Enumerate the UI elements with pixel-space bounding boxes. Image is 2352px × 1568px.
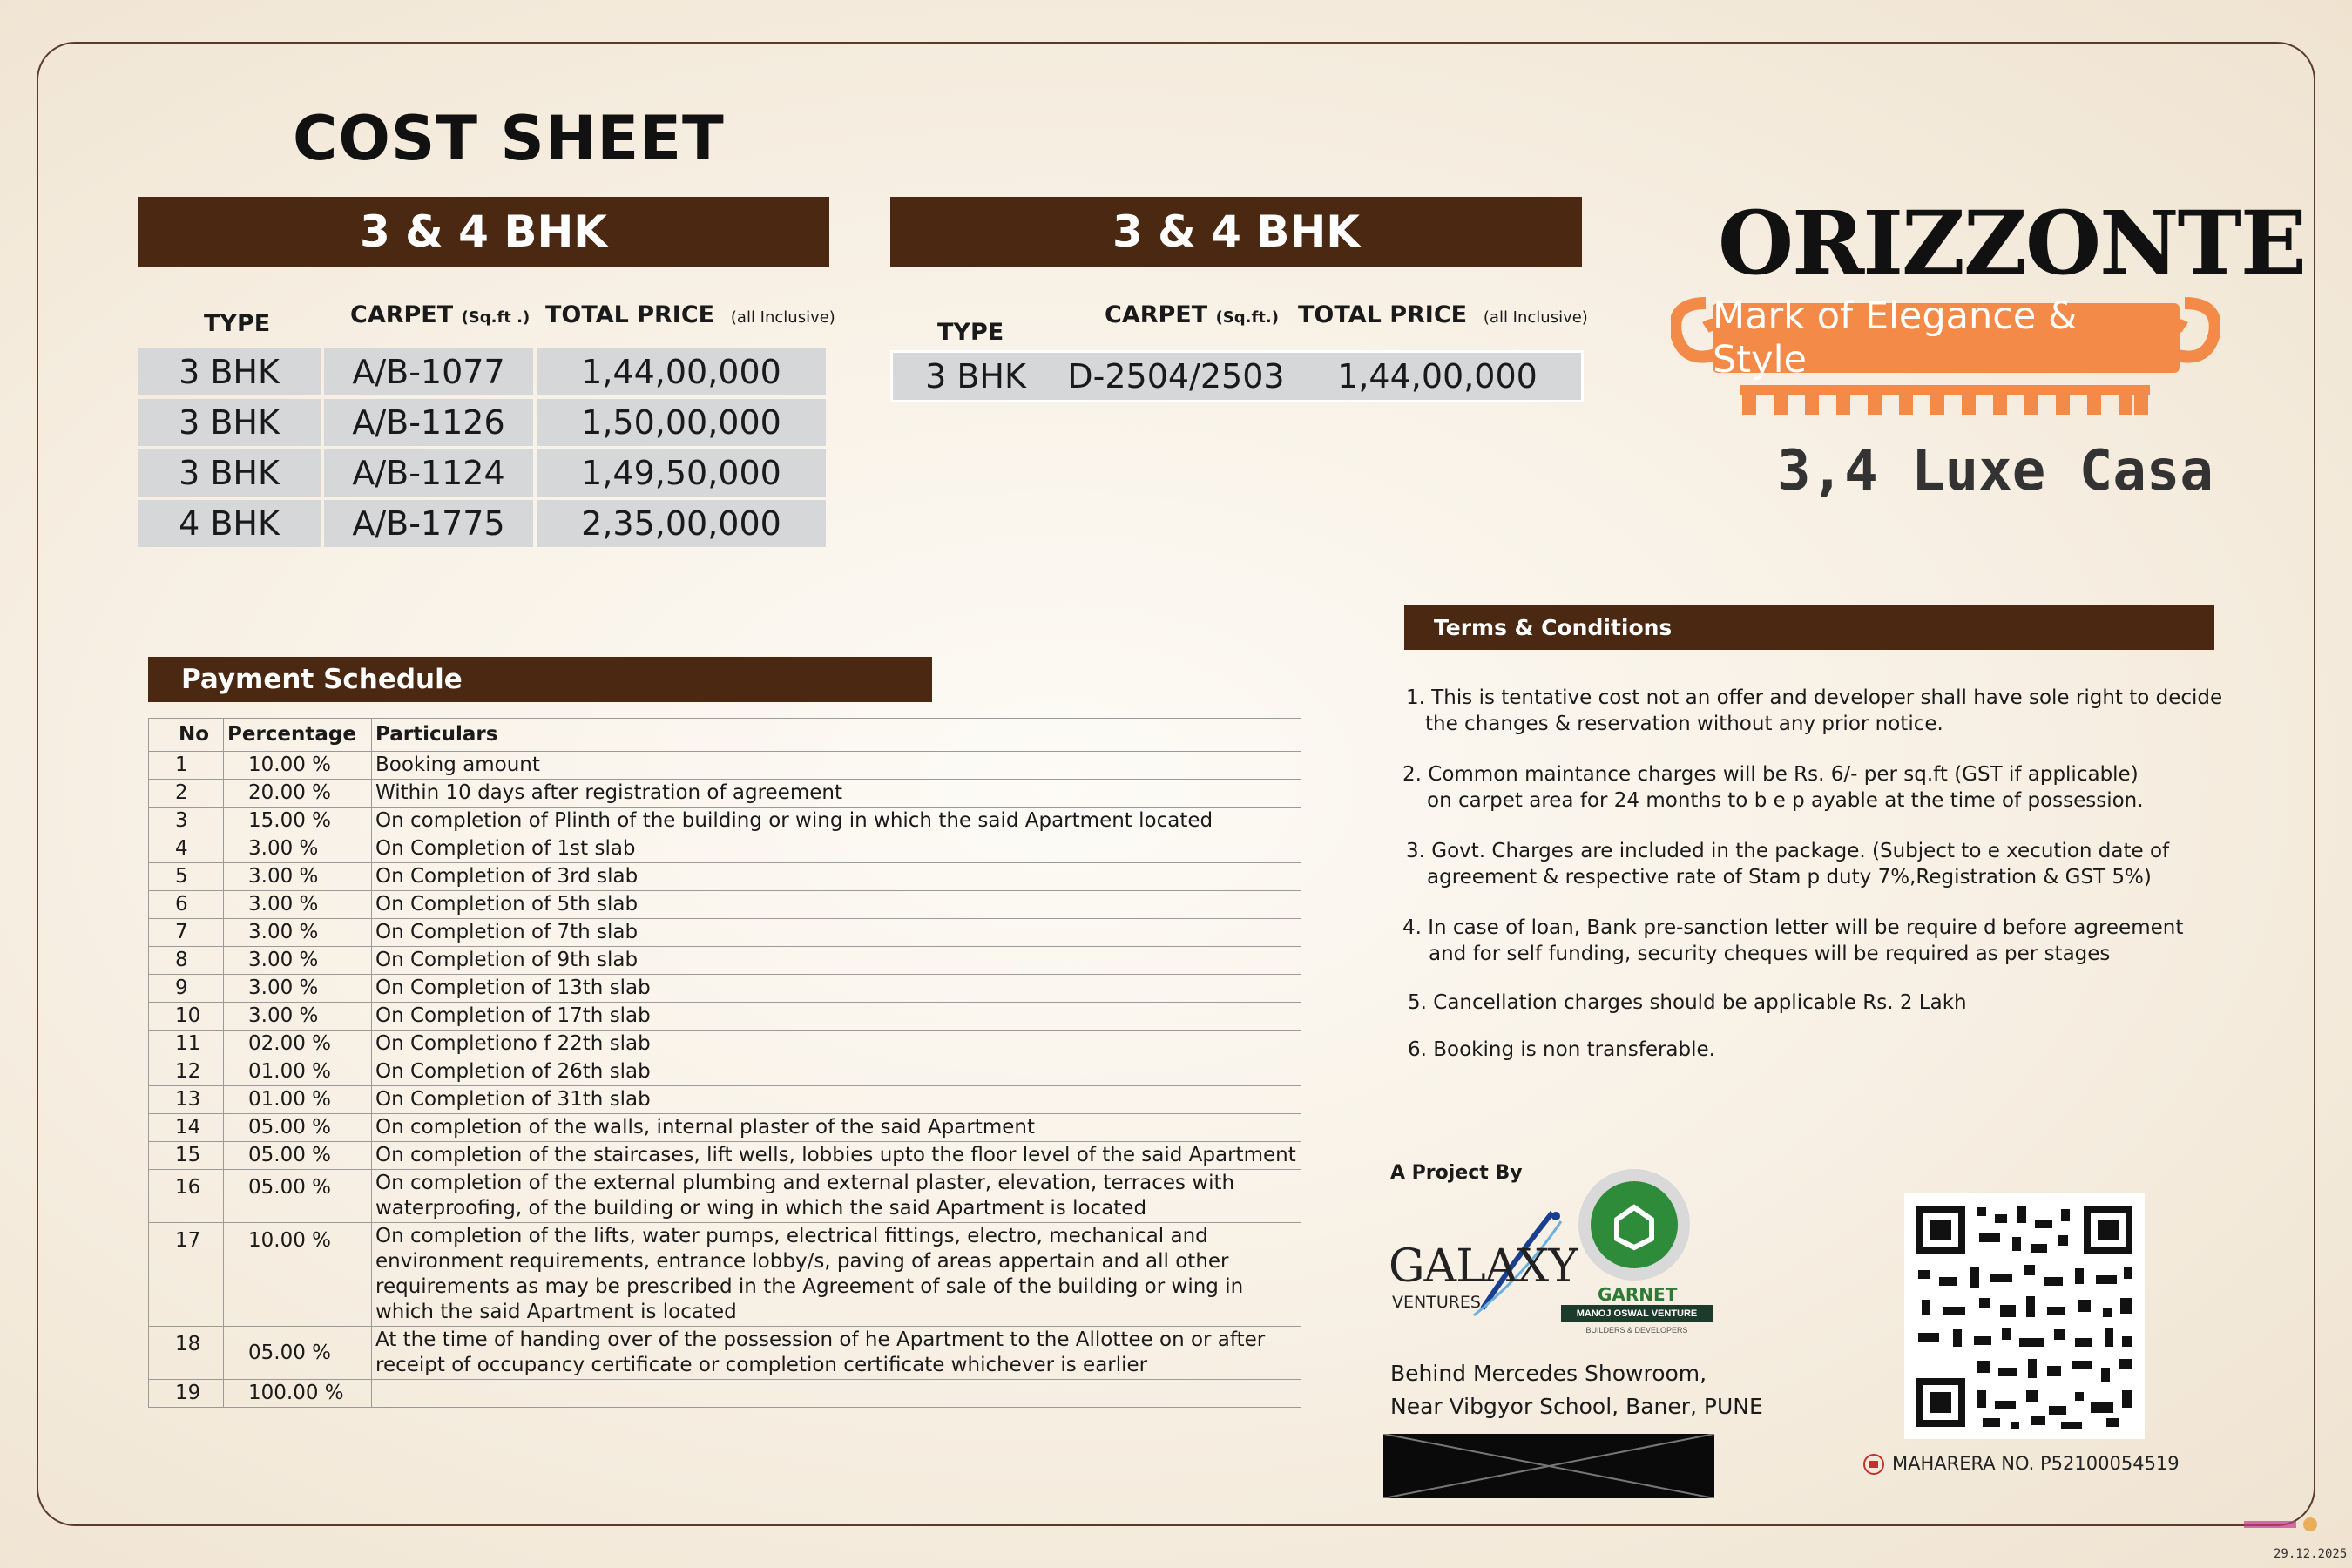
col-percentage: Percentage xyxy=(224,719,372,752)
payment-schedule-header: Payment Schedule xyxy=(148,657,932,702)
row-text: On Completion of 7th slab xyxy=(372,919,1301,947)
terms-line: 4. In case of loan, Bank pre-sanction letter will be require d before agreement xyxy=(1402,916,2184,939)
table-row xyxy=(890,350,1584,402)
row-no: 17 xyxy=(149,1223,224,1327)
table-row xyxy=(138,399,829,446)
cell-price: 2,35,00,000 xyxy=(537,500,826,547)
row-no: 10 xyxy=(149,1003,224,1031)
table-row xyxy=(149,863,1301,891)
row-no: 3 xyxy=(149,808,224,835)
terms-line: 3. Govt. Charges are included in the package. (Subject to e xecution date of xyxy=(1406,840,2170,862)
terms-item xyxy=(1408,1037,1715,1063)
terms-item xyxy=(1408,990,1967,1016)
row-pct: 05.00 % xyxy=(224,1170,372,1223)
table-row xyxy=(149,752,1301,780)
row-no: 16 xyxy=(149,1170,224,1223)
brand-tagline: Mark of Elegance & Style xyxy=(1713,303,2180,373)
pricing-right-header: 3 & 4 BHK xyxy=(890,197,1582,267)
rera-emblem-icon xyxy=(1862,1453,1885,1476)
row-pct: 3.00 % xyxy=(224,947,372,975)
table-row xyxy=(149,835,1301,863)
row-pct: 3.00 % xyxy=(224,835,372,863)
row-text: On Completion of 1st slab xyxy=(372,835,1301,863)
row-no: 9 xyxy=(149,975,224,1003)
row-pct: 20.00 % xyxy=(224,780,372,808)
redaction-cross-icon xyxy=(1383,1434,1714,1498)
address xyxy=(1390,1357,1763,1423)
cell-type: 4 BHK xyxy=(138,500,321,547)
table-row xyxy=(149,1170,1301,1223)
terms-line: 6. Booking is non transferable. xyxy=(1408,1038,1715,1061)
terms-line: agreement & respective rate of Stam p duty 7%,Registration & GST 5%) xyxy=(1427,866,2152,889)
row-no: 5 xyxy=(149,863,224,891)
row-text: On completion of the lifts, water pumps, electrical fittings, electro, mechanical and environment requirements, entrance lobby/s, paving of areas appertain and all other requirements as may be prescribed in the Agreement of sale of the building or wing in which the said Apartment is located xyxy=(372,1223,1301,1327)
terms-item xyxy=(1402,915,2183,967)
cell-carpet: D-2504/2503 xyxy=(1058,353,1294,400)
row-no: 13 xyxy=(149,1086,224,1114)
row-text: At the time of handing over of the possession of he Apartment to the Allottee on or after receipt of occupancy certificate or completion certificate whichever is earlier xyxy=(372,1327,1301,1380)
row-pct: 05.00 % xyxy=(224,1114,372,1142)
table-row xyxy=(149,1223,1301,1327)
row-text: Within 10 days after registration of agreement xyxy=(372,780,1301,808)
row-pct: 15.00 % xyxy=(224,808,372,835)
row-text: On completion of the walls, internal plaster of the said Apartment xyxy=(372,1114,1301,1142)
col-particulars: Particulars xyxy=(372,719,1301,752)
row-text: On Completion of 17th slab xyxy=(372,1003,1301,1031)
table-row xyxy=(138,449,829,497)
table-row xyxy=(149,1058,1301,1086)
galaxy-logo-sub: VENTURES xyxy=(1392,1293,1481,1312)
table-row xyxy=(149,947,1301,975)
cell-type: 3 BHK xyxy=(138,399,321,446)
garnet-logo xyxy=(1556,1167,1713,1342)
project-by-label: A Project By xyxy=(1390,1162,1523,1184)
pricing-left-col-price: TOTAL PRICE (all Inclusive) xyxy=(545,301,835,328)
row-text: On completion of the staircases, lift wells, lobbies upto the floor level of the said Apartment xyxy=(372,1142,1301,1170)
row-pct: 10.00 % xyxy=(224,1223,372,1327)
redacted-box xyxy=(1383,1434,1714,1498)
table-row xyxy=(149,1086,1301,1114)
cell-price: 1,44,00,000 xyxy=(1294,353,1581,400)
row-text: On Completiono f 22th slab xyxy=(372,1031,1301,1058)
pricing-left-col-carpet: CARPET (Sq.ft .) xyxy=(350,301,531,328)
col-no: No xyxy=(149,719,224,752)
cell-price: 1,49,50,000 xyxy=(537,449,826,497)
corner-stamp-icon xyxy=(2240,1516,2324,1542)
table-row xyxy=(149,1003,1301,1031)
table-row xyxy=(149,975,1301,1003)
row-no: 11 xyxy=(149,1031,224,1058)
garnet-logo-text: GARNET xyxy=(1598,1284,1678,1305)
terms-line: 2. Common maintance charges will be Rs. 6/- per sq.ft (GST if applicable) xyxy=(1402,763,2139,786)
garnet-logo-sub: MANOJ OSWAL VENTURE xyxy=(1561,1305,1713,1322)
row-pct: 05.00 % xyxy=(224,1327,372,1380)
row-text: On Completion of 13th slab xyxy=(372,975,1301,1003)
terms-item xyxy=(1406,838,2169,890)
galaxy-logo xyxy=(1387,1204,1578,1326)
terms-line: 5. Cancellation charges should be applicable Rs. 2 Lakh xyxy=(1408,991,1967,1014)
row-text: Booking amount xyxy=(372,752,1301,780)
terms-line: and for self funding, security cheques will be required as per stages xyxy=(1429,943,2111,965)
galaxy-logo-text: GALAXY xyxy=(1389,1240,1578,1293)
terms-item xyxy=(1402,761,2144,814)
row-no: 15 xyxy=(149,1142,224,1170)
row-pct: 3.00 % xyxy=(224,1003,372,1031)
table-row xyxy=(138,348,829,395)
row-pct: 3.00 % xyxy=(224,863,372,891)
garnet-gem-icon xyxy=(1556,1167,1713,1289)
row-no: 12 xyxy=(149,1058,224,1086)
row-no: 1 xyxy=(149,752,224,780)
row-pct: 100.00 % xyxy=(224,1380,372,1408)
row-text: On Completion of 9th slab xyxy=(372,947,1301,975)
table-row xyxy=(149,808,1301,835)
row-text: On completion of Plinth of the building or wing in which the said Apartment located xyxy=(372,808,1301,835)
cell-carpet: A/B-1775 xyxy=(324,500,533,547)
row-text xyxy=(372,1380,1301,1408)
terms-line: the changes & reservation without any prior notice. xyxy=(1425,713,1943,735)
brand-subtitle: 3,4 Luxe Casa xyxy=(1777,439,2213,504)
cell-price: 1,44,00,000 xyxy=(537,348,826,395)
row-pct: 05.00 % xyxy=(224,1142,372,1170)
row-text: On Completion of 3rd slab xyxy=(372,863,1301,891)
pricing-right-col-carpet: CARPET (Sq.ft.) xyxy=(1105,301,1279,328)
row-no: 14 xyxy=(149,1114,224,1142)
table-row xyxy=(138,500,829,547)
cell-carpet: A/B-1124 xyxy=(324,449,533,497)
row-no: 6 xyxy=(149,891,224,919)
rera-number: MAHARERA NO. P52100054519 xyxy=(1892,1453,2180,1474)
address-line: Behind Mercedes Showroom, xyxy=(1390,1361,1707,1386)
cell-carpet: A/B-1126 xyxy=(324,399,533,446)
row-no: 19 xyxy=(149,1380,224,1408)
cell-type: 3 BHK xyxy=(138,348,321,395)
qr-code-icon xyxy=(1904,1193,2145,1439)
pricing-left-header: 3 & 4 BHK xyxy=(138,197,829,267)
cell-carpet: A/B-1077 xyxy=(324,348,533,395)
table-row xyxy=(149,1327,1301,1380)
brand-name: ORIZZONTE xyxy=(1718,192,2306,294)
row-pct: 3.00 % xyxy=(224,975,372,1003)
cell-type: 3 BHK xyxy=(138,449,321,497)
row-text: On Completion of 5th slab xyxy=(372,891,1301,919)
page-title: COST SHEET xyxy=(293,103,725,174)
table-row xyxy=(149,1380,1301,1408)
row-no: 18 xyxy=(149,1327,224,1380)
table-row xyxy=(149,919,1301,947)
row-no: 2 xyxy=(149,780,224,808)
row-no: 8 xyxy=(149,947,224,975)
table-row xyxy=(149,1114,1301,1142)
row-text: On completion of the external plumbing and external plaster, elevation, terraces with waterproofing, of the building or wing in which the said Apartment is located xyxy=(372,1170,1301,1223)
payment-schedule-table xyxy=(148,718,1301,1408)
row-pct: 01.00 % xyxy=(224,1058,372,1086)
table-row xyxy=(149,891,1301,919)
garnet-logo-sub2: BUILDERS & DEVELOPERS xyxy=(1585,1326,1688,1335)
cell-price: 1,50,00,000 xyxy=(537,399,826,446)
terms-line: 1. This is tentative cost not an offer and developer shall have sole right to decide xyxy=(1406,686,2223,709)
address-line: Near Vibgyor School, Baner, PUNE xyxy=(1390,1394,1763,1419)
table-row xyxy=(149,780,1301,808)
footer-date: 29.12.2025 xyxy=(2274,1547,2348,1561)
pricing-left-col-type: TYPE xyxy=(204,310,271,337)
pricing-right-col-type: TYPE xyxy=(937,319,1004,346)
terms-line: on carpet area for 24 months to b e p ayable at the time of possession. xyxy=(1427,789,2144,812)
row-no: 4 xyxy=(149,835,224,863)
row-pct: 10.00 % xyxy=(224,752,372,780)
terms-item xyxy=(1406,685,2222,737)
row-text: On Completion of 26th slab xyxy=(372,1058,1301,1086)
row-pct: 01.00 % xyxy=(224,1086,372,1114)
cell-type: 3 BHK xyxy=(893,353,1058,400)
pricing-right-col-price: TOTAL PRICE (all Inclusive) xyxy=(1298,301,1588,328)
table-row xyxy=(149,1142,1301,1170)
row-no: 7 xyxy=(149,919,224,947)
row-pct: 3.00 % xyxy=(224,919,372,947)
terms-header: Terms & Conditions xyxy=(1404,605,2214,650)
row-pct: 3.00 % xyxy=(224,891,372,919)
row-pct: 02.00 % xyxy=(224,1031,372,1058)
table-header-row xyxy=(149,719,1301,752)
table-row xyxy=(149,1031,1301,1058)
row-text: On Completion of 31th slab xyxy=(372,1086,1301,1114)
